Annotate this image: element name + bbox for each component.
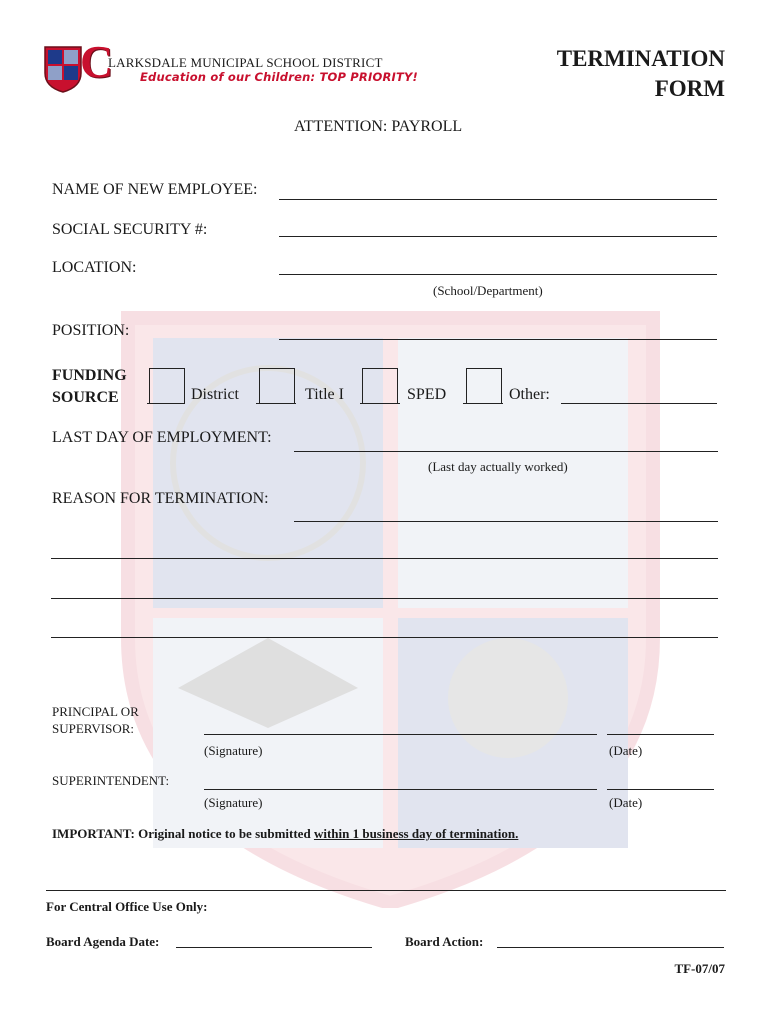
last-day-label: LAST DAY OF EMPLOYMENT: <box>52 429 272 446</box>
last-day-hint: (Last day actually worked) <box>428 459 568 474</box>
office-divider <box>46 890 726 891</box>
district-name-text: LARKSDALE MUNICIPAL SCHOOL DISTRICT <box>108 55 383 70</box>
principal-signature-field[interactable] <box>204 734 597 735</box>
district-initial: C <box>80 36 114 87</box>
attention-payroll: ATTENTION: PAYROLL <box>294 118 463 135</box>
principal-label <box>52 703 139 737</box>
form-title-line1: TERMINATION <box>556 46 725 71</box>
location-field[interactable] <box>279 274 717 275</box>
position-field[interactable] <box>279 339 717 340</box>
sped-checkbox[interactable] <box>362 368 398 404</box>
principal-label-line2: SUPERVISOR: <box>52 721 135 736</box>
principal-signature-hint: (Signature) <box>204 743 263 758</box>
reason-field-line-2[interactable] <box>51 558 718 559</box>
board-action-label: Board Action: <box>405 934 484 949</box>
superintendent-signature-hint: (Signature) <box>204 795 263 810</box>
superintendent-date-hint: (Date) <box>609 795 643 810</box>
ssn-field[interactable] <box>279 236 717 237</box>
form-title-line2: FORM <box>654 76 725 101</box>
superintendent-date-field[interactable] <box>607 789 714 790</box>
position-label: POSITION: <box>52 322 130 339</box>
other-option-label: Other: <box>509 386 550 403</box>
reason-label: REASON FOR TERMINATION: <box>52 490 269 507</box>
title1-checkbox[interactable] <box>259 368 295 404</box>
funding-label-line2: SOURCE <box>52 389 119 406</box>
other-checkbox[interactable] <box>466 368 502 404</box>
board-agenda-label: Board Agenda Date: <box>46 934 160 949</box>
last-day-field[interactable] <box>294 451 718 452</box>
superintendent-label: SUPERINTENDENT: <box>52 773 170 788</box>
location-label: LOCATION: <box>52 259 137 276</box>
reason-field-line-3[interactable] <box>51 598 718 599</box>
important-notice-deadline: within 1 business day of termination. <box>313 826 519 841</box>
location-hint: (School/Department) <box>433 283 543 298</box>
important-notice-prefix: IMPORTANT: Original notice to be submitted <box>52 826 314 841</box>
important-notice <box>52 826 518 842</box>
form-code: TF-07/07 <box>674 961 725 976</box>
district-checkbox[interactable] <box>149 368 185 404</box>
form-title <box>557 44 725 104</box>
sped-option-label: SPED <box>407 386 447 403</box>
reason-field-line-1[interactable] <box>294 521 718 522</box>
board-agenda-field[interactable] <box>176 947 372 948</box>
reason-field-line-4[interactable] <box>51 637 718 638</box>
title1-option-label: Title I <box>305 386 344 403</box>
principal-date-hint: (Date) <box>609 743 643 758</box>
funding-source-label <box>52 365 127 409</box>
employee-name-field[interactable] <box>279 199 717 200</box>
principal-date-field[interactable] <box>607 734 714 735</box>
superintendent-signature-field[interactable] <box>204 789 597 790</box>
district-option-label: District <box>191 386 239 403</box>
funding-label-line1: FUNDING <box>52 367 127 384</box>
office-use-heading: For Central Office Use Only: <box>46 899 208 914</box>
ssn-label: SOCIAL SECURITY #: <box>52 221 208 238</box>
principal-label-line1: PRINCIPAL OR <box>52 704 139 719</box>
employee-name-label: NAME OF NEW EMPLOYEE: <box>52 181 258 198</box>
board-action-field[interactable] <box>497 947 724 948</box>
other-specify-field[interactable] <box>561 403 717 404</box>
district-motto: Education of our Children: TOP PRIORITY! <box>140 70 418 84</box>
